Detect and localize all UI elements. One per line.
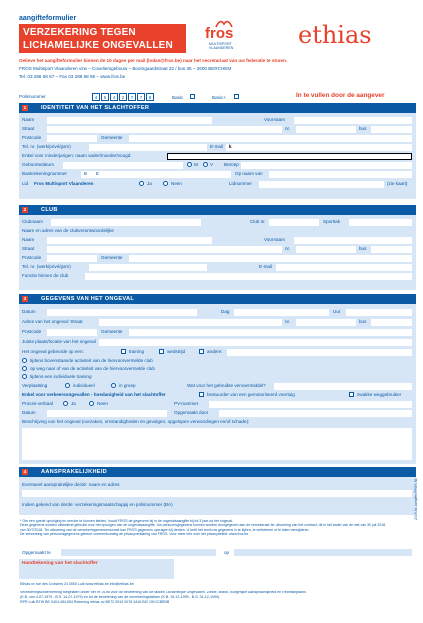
bank-prefix-b: B [84,171,88,176]
handtekening-label: Handtekening van het slachtoffer [22,561,98,566]
accident-datum-label: Datum [22,309,36,314]
verkeer-label: Enkel voor verkeersongevallen - hoedanigheid van het slachtoffer [22,392,166,397]
guardian-field[interactable] [167,153,412,160]
section2-header [19,205,416,215]
lid-org-label: Fros Multisport Vlaanderen [34,181,94,186]
polis-digit-2: 5 [101,93,109,101]
accident-adres-label: Adres van het ongeval: Straat [22,319,83,324]
footer-line-1: Ethias nv rue des Croisiers 24 4000 Luik www.ethias.be info@ethias.be [20,582,134,586]
op-naam-label: Op naam van [235,171,263,176]
basicplus-checkbox[interactable] [234,94,239,99]
watvoor-field[interactable] [274,383,412,390]
section1-number: 1 [23,105,27,110]
andere-checkbox[interactable] [199,349,204,354]
section4-number: 4 [23,469,27,474]
section2-title: CLUB [41,207,58,213]
club-straat-field[interactable] [47,246,282,253]
victim-bus-label: bus [359,126,367,131]
accident-nr-label: nr. [285,319,291,324]
lidnummer-label: Lidnummer [229,181,252,186]
club-bus-label: bus [359,246,367,251]
in-groep-radio[interactable] [111,383,116,388]
polis-digit-6: 7 [137,93,145,101]
lid-label: Lid [22,181,29,186]
op-label: op [224,550,230,555]
beschrijving-label: Beschrijving van het ongeval (oorzaken, omstandigheden en gevolgen, opgelopen verwondingen en/of schade): [22,419,250,424]
birthdate-label: Geboortedatum [22,162,54,167]
club-voornaam-label: Voornaam [264,237,285,242]
lidnummer-note: (zie kaart) [387,181,408,186]
section1-panel [19,113,416,199]
section4-panel [19,477,416,515]
form-title-line2: LICHAMELIJKE ONGEVALLEN [23,40,173,51]
training-checkbox[interactable] [121,349,126,354]
victim-voornaam-field[interactable] [294,117,412,124]
opt3-label: tijdens een individuele training [30,374,92,379]
form-title-box [19,24,186,53]
opt1-label: tijdens bovenstaande activiteit van de hiervoorvermelde club [30,358,153,363]
accident-straat-field[interactable] [99,319,282,326]
section1-header [19,103,416,113]
accident-bus-label: bus [359,319,367,324]
opt3-radio[interactable] [22,374,27,379]
club-gemeente-field[interactable] [129,255,412,262]
club-bus-field[interactable] [371,246,412,253]
victim-gemeente-label: Gemeente [101,135,123,140]
guardian-label: Enkel voor minderjarigen: naam vader/moeder/voogd: [22,153,132,158]
section2-panel [19,215,416,290]
privacy-line-2: Deze gegevens worden uitsluitend gebruikt voor het opvolgen van de ongevalsaangifte. Uw persoonsgegevens kunnen worden doorgegeven aan de verzekeraar ter uitvoering van het contract, dit in het kader van de wet van 30 juli 2018. [20,523,386,528]
club-tel-field[interactable] [89,264,207,271]
victim-voornaam-label: Voornaam [264,117,285,122]
wedstrijd-checkbox[interactable] [159,349,164,354]
gender-v-label: V [210,162,214,167]
andere-field[interactable] [227,349,412,356]
accident-postcode-label: Postcode [22,329,42,334]
section3-number: 3 [23,296,27,301]
victim-naam-field[interactable] [47,117,212,124]
gender-m-radio[interactable] [187,162,192,167]
club-email-label: E-mail [259,264,273,269]
section3-title: GEGEVENS VAN HET ONGEVAL [41,296,135,302]
polis-digit-3: 4 [110,93,118,101]
clubnaam-field[interactable] [51,219,201,226]
victim-bus-field[interactable] [371,126,412,133]
fros-logo-sub2: VLAANDEREN [209,46,234,50]
victim-naam-label: Naam [22,117,35,122]
lid-ja-radio[interactable] [139,181,144,186]
privacy-line-3: van 30/7/2018. Ter uitvoering van de verzekeringsovereenkomst kan FROS gegevens opvragen bij derden. U hebt het recht uw gegevens in te kijken, te verbeteren of te laten verwijderen. [20,527,310,532]
footer-line-2: Verzekeringsonderneming toegelaten onder het nr. 0196 voor de beoefening van de takken Lichamelijke Ongevallen, Ziekte, Brand, Burgerlijke Aansprakelijkheid en Rechtsbijstand. [20,591,307,594]
section1-title: IDENTITEIT VAN HET SLACHTOFFER [41,105,150,111]
opgemaakt-field[interactable] [219,410,412,417]
victim-email-mark: k [229,144,232,149]
zwakke-label: zwakke weggebruiker [357,392,402,397]
victim-gemeente-field[interactable] [129,135,412,142]
opgemaakt-te-label: Opgemaakt te [22,550,51,555]
bestuurder-label: bestuurder van een gemotoriseerd voertuig [207,392,295,397]
signature-box[interactable] [19,559,174,579]
training-label: training [129,349,145,354]
pv-label: Proces-verbaal [22,401,53,406]
derde-label: Eventueel aansprakelijke derde: naam en adres: [22,482,121,487]
basic-label: Basic [172,95,184,100]
accident-gemeente-label: Gemeente [101,329,123,334]
individueel-label: individueel [73,383,95,388]
beroep-label: Beroep [224,162,239,167]
opt2-radio[interactable] [22,366,27,371]
victim-tel-field[interactable] [89,144,207,151]
club-postcode-label: Postcode [22,255,42,260]
lid-neen-label: Neen [171,181,182,186]
accident-locatie-label: Juiste plaats/locatie van het ongeval [22,339,96,344]
bestuurder-checkbox[interactable] [199,392,204,397]
gender-m-label: M [194,162,198,167]
lidnummer-field[interactable] [259,181,384,188]
victim-nr-label: nr. [285,126,291,131]
pv-neen-label: Neen [97,401,108,406]
section3-header [19,294,416,304]
victim-postcode-field[interactable] [47,135,97,142]
bank-prefix-e: E [96,171,100,176]
polis-digit-5: 7 [128,93,136,101]
victim-email-label: E-mail [210,144,224,149]
individueel-radio[interactable] [65,383,70,388]
section4-header [19,467,416,477]
accident-postcode-field[interactable] [47,329,97,336]
op-naam-field[interactable] [269,171,412,178]
section2-number: 2 [23,207,27,212]
victim-straat-field[interactable] [47,126,282,133]
in-groep-label: in groep [119,383,136,388]
accident-uur-label: Uur [333,309,341,314]
opt2-label: op weg naar of van de activiteit van de hiervoorvermelde club [30,366,155,371]
club-nr-field[interactable] [296,246,356,253]
club-naam-field[interactable] [47,237,212,244]
club-postcode-field[interactable] [47,255,97,262]
club-responsible-label: Naam en adres van de clubverantwoordelijke [22,228,114,233]
pv-nummer-label: PV-nummer [174,401,199,406]
footer-line-4: RPR Luik BTW BE 0404.484.654 Rekening ethias nv BE72 0910 0078 4416 BIC GKCCBEBB [20,600,170,604]
verzekering-label: Indien gekend van derde: verzekeringsmaatschappij en polisnummer (BA) [22,502,173,507]
gender-v-radio[interactable] [203,162,208,167]
polis-digit-7: 8 [146,93,154,101]
opgemaakt-te-field[interactable] [61,549,216,556]
club-functie-field[interactable] [85,273,412,280]
lid-ja-label: Ja [147,181,152,186]
privacy-line-1: * Om een goede opvolging en service te kunnen bieden, houdt FROS de gegevens bij in de ongevalsaangifte bij tot 3 jaar na het ongeval. [20,519,234,523]
pv-neen-radio[interactable] [89,401,94,406]
victim-postcode-label: Postcode [22,135,42,140]
fros-logo-sub1: MULTISPORT [209,42,232,46]
accident-locatie-field[interactable] [99,339,412,346]
footer-line-3: (K.B. van 4-07-1979 - B.S. 14-07-1979) en tot de beoefening van de verzekeringstakken (K.B. 15-12-1999 - B.S. 31-12-1999). [20,595,221,599]
club-voornaam-field[interactable] [294,237,412,244]
birthdate-field[interactable] [63,162,183,169]
club-email-field[interactable] [276,264,412,271]
club-naam-label: Naam [22,237,35,242]
club-functie-label: Functie binnen de club [22,273,69,278]
pv-datum-field[interactable] [47,410,167,417]
bank-field[interactable] [81,171,231,178]
accident-bus-field[interactable] [371,319,412,326]
sporttak-label: Sporttak [323,219,341,224]
polis-label: Polisnummer [19,94,46,99]
opgemaakt-label: Opgemaakt door [174,410,209,415]
side-reference: 2019-AL-aangifte-FROS-NL [414,477,418,520]
section3-panel [19,304,416,464]
signature-row [19,548,416,558]
beschrijving-field[interactable] [22,428,412,460]
accident-dag-field[interactable] [234,309,329,316]
clubnaam-label: Clubnaam [22,219,43,224]
pv-ja-label: Ja [71,401,76,406]
beroep-field[interactable] [241,162,412,169]
basic-checkbox[interactable] [190,94,195,99]
club-nr-label: nr. [285,246,291,251]
club-gemeente-label: Gemeente [101,255,123,260]
form-subtitle: aangifteformulier [19,15,77,22]
address-text: FROS Multisport Vlaanderen vzw – Coveliersgebouw – Boomgaardstraat 22 / bus 35 – 2600 BERCHEM [19,66,232,71]
polis-digit-4: 2 [119,93,127,101]
form-title-line1: VERZEKERING TEGEN [23,27,136,38]
victim-nr-field[interactable] [296,126,356,133]
victim-email-field[interactable] [226,144,412,151]
op-field[interactable] [234,549,412,556]
insurer-note: In te vullen door de aangever [296,92,385,99]
clubnr-label: Club nr. [250,219,266,224]
instruction-text: Gelieve het aangifteformulier binnen de 10 dagen per mail (lodan@fros.be) naar het secretariaat van uw federatie te sturen. [19,58,288,63]
clubnr-field[interactable] [269,219,319,226]
sporttak-field[interactable] [349,219,412,226]
polis-digit-1: 4 [92,93,100,101]
andere-label: andere: [207,349,223,354]
privacy-line-4: De verwerking van persoonsgegevens gebeurt overeenkomstig de privacyverklaring van FROS. Voor meer info over het privacybeleid: www.fros.be [20,532,249,537]
basicplus-label: Basic+ [212,95,226,100]
accident-gemeente-field[interactable] [129,329,412,336]
fros-logo-text: fros [205,25,234,42]
verplaatsing-label: Verplaatsing [22,383,48,388]
club-straat-label: Straat [22,246,35,251]
watvoor-label: Wat voor het gebruikte vervoermiddel? [187,383,266,388]
fros-logo [200,18,260,52]
ethias-logo-text: ethias [298,21,372,49]
victim-straat-label: Straat [22,126,35,131]
lid-neen-radio[interactable] [163,181,168,186]
pv-nummer-field[interactable] [209,401,412,408]
opt1-radio[interactable] [22,358,27,363]
derde-field[interactable] [22,490,412,497]
victim-tel-label: Tel. nr. (werk/privé/gsm) [22,144,71,149]
accident-dag-label: Dag [221,309,230,314]
ethias-logo [298,20,408,50]
zwakke-checkbox[interactable] [349,392,354,397]
accident-datum-field[interactable] [47,309,197,316]
pv-ja-radio[interactable] [63,401,68,406]
privacy-note [20,519,416,537]
wedstrijd-label: wedstrijd [167,349,186,354]
section4-title: AANSPRAKELIJKHEID [41,469,108,475]
contact-text: Tel. 03 286 58 57 – Fax 03 286 58 58 – www.fros.be [19,74,126,79]
bank-label: Bankrekeningnummer [22,171,67,176]
club-tel-label: Tel. nr. (werk/privé/gsm) [22,264,71,269]
gebeurde-label: Het ongeval gebeurde op een: [22,349,84,354]
accident-nr-field[interactable] [296,319,356,326]
pv-datum-label: Datum [22,410,36,415]
accident-uur-field[interactable] [346,309,412,316]
